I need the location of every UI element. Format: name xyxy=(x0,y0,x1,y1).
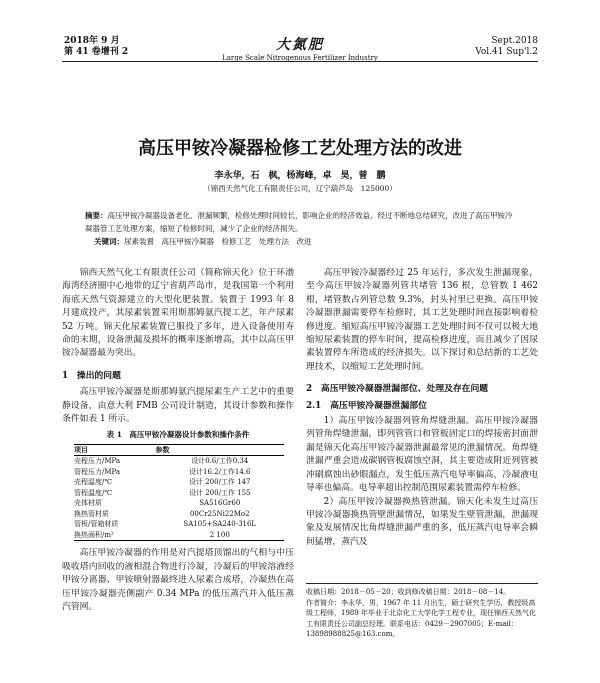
abstract-text: 高压甲铵冷凝器设备老化、泄漏频繁，检修处理时间较长，影响企业的经济效益。经过不断地总结研究，改进了高压甲铵冷凝器管工艺处理方案，缩短了检修时间，减少了企业的经济损失。 xyxy=(85,211,513,233)
table-cell: 换热管材质 xyxy=(74,509,109,518)
leak-paragraph-1: 1）高压甲铵冷凝器列管角焊缝泄漏。高压甲铵冷凝器列管角焊缝泄漏，即列管管口和管板固定口的焊接密封面泄漏是锦天化高压甲铵冷凝器泄漏最常见的泄漏情况。角焊缝泄漏严重会造成碳钢管板腐蚀空洞，其主要造成附近列管被冲刷腐蚀出砂眼漏点，发生低压蒸汽电导率偏高，冷凝液电导率也偏高。电导率超出控制范围尿素装置需停车检修。 xyxy=(306,416,538,494)
keywords xyxy=(94,236,514,247)
leak-paragraph-2: 2）高压甲铵冷凝器换热管泄漏。锦天化未发生过高压甲铵冷凝器换热管壁泄漏情况，如果发生壁管泄漏，泄漏现象及发展情况比角焊缝泄漏严重的多，低压蒸汽电导率会瞬间猛增，蒸汽及 xyxy=(306,496,538,547)
abstract-label: 摘要： xyxy=(85,211,108,220)
footnote xyxy=(306,583,538,640)
issue-date-cn: 2018年 9 月 xyxy=(64,36,120,46)
header-rule xyxy=(62,61,538,62)
keywords-label: 关键词： xyxy=(94,237,124,246)
table-cell: 换热面积/m² xyxy=(74,530,156,541)
function-paragraph: 高压甲铵冷凝器的作用是对汽提塔顶馏出的气相与中压吸收塔内回收的液相混合物进行冷凝，冷凝后的甲铵溶液经甲铵分离器、甲铵喷射器最终进入尿素合成塔，冷凝热在高压甲铵冷凝器壳侧副产 0.34 MPa 的低压蒸汽并入低压蒸汽管网。 xyxy=(62,548,294,612)
operation-paragraph: 高压甲铵冷凝器经过 25 年运行，多次发生泄漏现象，至今高压甲铵冷凝器列管共堵管 136 根，总管数 1 462 根，堵管数占列管总数 9.3%，封头衬里已更换。高压甲铵冷凝器泄漏需要停车检修时，其工艺处理时间直接影响着检修进度。缩短高压甲铵冷凝器工艺处理时间不仅可以极大地缩短尿素装置的停车时间，提高检修进度，而且减少了因尿素装置停车所造成的经济损失。以下探讨和总结新的工艺处理技术，以缩短工艺处理时间。 xyxy=(306,268,538,372)
author-intro-note: 作者简介：李永华，男，1967 年 11 月出生，硕士研究生学历，教授级高级工程师，1989 年毕业于北京化工大学化学工程专业，现任锦西天然气化工有限责任公司副总经理。联系电话：0429－2907005；E-mail：13898988825@163.com。 xyxy=(306,598,537,638)
table-cell: SA516Gr60 xyxy=(199,499,241,508)
subsection-heading-2-1: 2.1 高压甲铵冷凝器泄漏部位 xyxy=(306,400,427,411)
right-column xyxy=(306,267,538,549)
intro-paragraph: 锦西天然气化工有限责任公司（简称锦天化）位于环渤海湾经济圈中心地带的辽宁省葫芦岛市，是我国第一个利用海底天然气资源建立的大型化肥装置。装置于 1993 年 8 月建成投产，其尿素装置采用斯那姆氨汽提工艺，年产尿素 52 万吨。锦天化尿素装置已服役了多年，进入设备使用寿命的末期，设备泄漏及损坏的概率逐渐增高，其中以高压甲铵冷凝器最为突出。 xyxy=(62,268,294,359)
table-row xyxy=(74,488,284,499)
table-caption: 表 1 高压甲铵冷凝器设计参数和操作条件 xyxy=(106,430,250,440)
affiliation: （锦西天然气化工有限责任公司，辽宁葫芦岛 125000） xyxy=(203,184,397,193)
issue-date-en: Sept.2018 xyxy=(491,36,538,46)
table-header-row xyxy=(74,444,284,456)
table-row xyxy=(74,530,284,541)
keywords-text: 尿素装置 高压甲铵冷凝器 检修工艺 处理方法 改进 xyxy=(124,237,312,246)
table-row xyxy=(74,519,284,530)
article-title: 高压甲铵冷凝器检修工艺处理方法的改进 xyxy=(138,138,462,159)
table-cell: 设计16.2/工作14.6 xyxy=(188,467,251,476)
design-parameter-table xyxy=(74,444,284,542)
table-row xyxy=(74,509,284,520)
journal-name-en: Large Scale Nitrogenous Fertilizer Industry xyxy=(222,54,378,62)
table-header-cell: 参数 xyxy=(156,444,284,456)
table-cell: 壳程温度/℃ xyxy=(74,478,113,487)
issue-volume-cn: 第 41 卷增刊 2 xyxy=(64,47,129,57)
issue-volume-en: Vol.41 Sup'l.2 xyxy=(475,47,538,57)
table-cell: 管程压力/MPa xyxy=(74,467,121,476)
table-cell: SA105+SA240-316L xyxy=(183,520,257,529)
header-right xyxy=(475,36,538,58)
abstract xyxy=(85,209,515,235)
table-cell: 设计 200/工作 155 xyxy=(188,488,251,497)
table-row xyxy=(74,498,284,509)
table-header-cell: 项目 xyxy=(74,444,156,456)
table-cell: 2 100 xyxy=(156,530,284,541)
received-date-note: 收稿日期：2018－05－20；收到修改稿日期：2018－08－14。 xyxy=(306,588,511,596)
section-heading-2: 2 高压甲铵冷凝器泄漏部位、处理及存在问题 xyxy=(306,384,489,395)
table-cell: 壳程压力/MPa xyxy=(74,457,121,466)
section1-paragraph: 高压甲铵冷凝器是斯那姆氨汽提尿素生产工艺中的重要静设备，由意大利 FMB 公司设计制造，其设计参数和操作条件如表 1 所示。 xyxy=(62,387,294,425)
table-cell: 设计0.6/工作0.34 xyxy=(191,457,249,466)
table-row xyxy=(74,467,284,478)
section-heading-1: 1 操出的问题 xyxy=(62,370,121,381)
table-cell: 管板/管箱材质 xyxy=(74,520,119,529)
table-cell: 00Cr25Ni22Mo2 xyxy=(189,509,250,518)
table-cell: 管程温度/℃ xyxy=(74,488,113,497)
table-row xyxy=(74,456,284,467)
table-row xyxy=(74,477,284,488)
journal-logo: 大氮肥 xyxy=(276,37,324,53)
table-cell: 设计 200/工作 147 xyxy=(188,478,251,487)
left-column xyxy=(62,267,294,614)
author-list: 李永华，石 枫，杨海峰，卓 昊，曾 鹏 xyxy=(214,171,386,181)
table-cell: 壳体材质 xyxy=(74,499,102,508)
